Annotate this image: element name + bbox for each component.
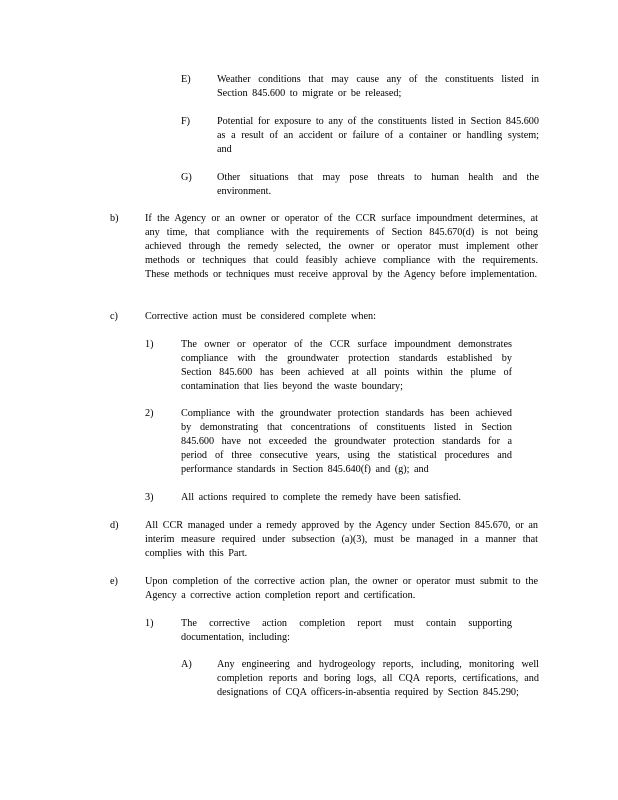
subparagraph-G-text: Other situations that may pose threats to human health and the environment. bbox=[217, 172, 539, 197]
subparagraph-E-text: Weather conditions that may cause any of the constituents listed in Section 845.600 to migrate or be released; bbox=[217, 74, 539, 99]
subsection-b-text: If the Agency or an owner or operator of the CCR surface impoundment determines, at any time, that compliance with the requirements of Section 845.670(d) is not being achieved through the remedy selected, the owner or operator must implement other methods or techniques that could feasibly achieve compliance with the requirements. These methods or techniques must receive approval by the Agency before implementation. bbox=[145, 213, 538, 280]
subsection-e-label: e) bbox=[110, 576, 118, 587]
subsection-c-label: c) bbox=[110, 311, 118, 322]
subparagraph-F-text: Potential for exposure to any of the constituents listed in Section 845.600 as a result of an accident or failure of a container or handling system; and bbox=[217, 116, 539, 155]
subsection-b-label: b) bbox=[110, 213, 119, 224]
subparagraph-E-label: E) bbox=[181, 74, 191, 85]
subsection-d-text: All CCR managed under a remedy approved by the Agency under Section 845.670, or an interim measure required under subsection (a)(3), must be managed in a manner that complies with this Part. bbox=[145, 520, 538, 559]
subparagraph-F-label: F) bbox=[181, 116, 191, 127]
subsection-d-label: d) bbox=[110, 520, 119, 531]
subsection-c-text: Corrective action must be considered complete when: bbox=[145, 311, 376, 322]
paragraph-c1-text: The owner or operator of the CCR surface impoundment demonstrates compliance with the groundwater protection standards established by Section 845.600 has been achieved at all points within the plume of contamination that lies beyond the waste boundary; bbox=[181, 339, 512, 392]
paragraph-c3-label: 3) bbox=[145, 492, 154, 503]
paragraph-c3-text: All actions required to complete the remedy have been satisfied. bbox=[181, 492, 461, 503]
subparagraph-A-text: Any engineering and hydrogeology reports, including, monitoring well completion reports and boring logs, all CQA reports, certifications, and designations of CQA officers-in-absentia required by Section 845.290; bbox=[217, 659, 539, 698]
subparagraph-G-label: G) bbox=[181, 172, 192, 183]
paragraph-e1-label: 1) bbox=[145, 618, 154, 629]
paragraph-c1-label: 1) bbox=[145, 339, 154, 350]
paragraph-c2-text: Compliance with the groundwater protection standards has been achieved by demonstrating that concentrations of constituents listed in Section 845.600 have not exceeded the groundwater protection standards for a period of three consecutive years, using the statistical procedures and performance standards in Section 845.640(f) and (g); and bbox=[181, 408, 512, 475]
subsection-e-text: Upon completion of the corrective action plan, the owner or operator must submit to the Agency a corrective action completion report and certification. bbox=[145, 576, 538, 601]
paragraph-e1-text: The corrective action completion report must contain supporting documentation, including: bbox=[181, 618, 512, 643]
subparagraph-A-label: A) bbox=[181, 659, 192, 670]
paragraph-c2-label: 2) bbox=[145, 408, 154, 419]
